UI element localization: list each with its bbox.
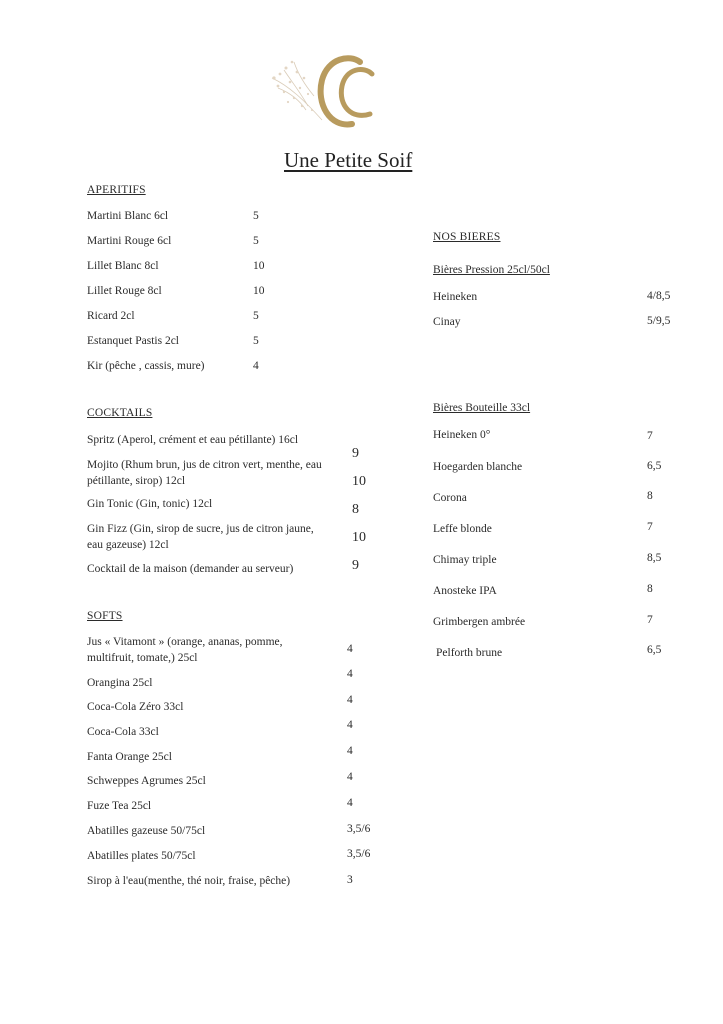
list-item: Sirop à l'eau(menthe, thé noir, fraise, pêche) [87,875,291,887]
item-price: 10 [253,260,265,272]
list-item: Martini Blanc 6cl [87,210,169,222]
item-price: 4 [347,643,353,655]
item-price: 9 [352,558,359,573]
list-item-line2: eau gazeuse) 12cl [87,539,169,551]
item-price: 4 [347,771,353,783]
list-item: Cocktail de la maison (demander au serveur) [87,563,294,575]
item-price: 5 [253,310,259,322]
list-item: Lillet Blanc 8cl [87,260,159,272]
cocktails-heading: COCKTAILS [87,407,153,419]
item-price: 4 [347,745,353,757]
item-price: 8,5 [647,552,662,564]
item-price: 7 [647,521,653,533]
list-item: Schweppes Agrumes 25cl [87,775,206,787]
item-price: 10 [352,474,366,489]
list-item: Fanta Orange 25cl [87,751,172,763]
list-item: Heineken 0° [433,429,491,441]
list-item: Mojito (Rhum brun, jus de citron vert, menthe, eau [87,459,322,471]
item-price: 8 [647,490,653,502]
item-price: 6,5 [647,644,662,656]
list-item: Lillet Rouge 8cl [87,285,162,297]
bieres-pression-heading: Bières Pression 25cl/50cl [433,264,550,276]
item-price: 4 [347,668,353,680]
item-price: 4 [347,719,353,731]
item-price: 9 [352,446,359,461]
softs-heading: SOFTS [87,610,123,622]
menu-title: Une Petite Soif [284,148,413,172]
list-item: Hoegarden blanche [433,461,523,473]
item-price: 4/8,5 [647,290,671,302]
list-item: Fuze Tea 25cl [87,800,152,812]
list-item: Grimbergen ambrée [433,616,526,628]
list-item: Heineken [433,291,478,303]
item-price: 3 [347,874,353,886]
list-item-line2: multifruit, tomate,) 25cl [87,652,198,664]
list-item: Orangina 25cl [87,677,153,689]
list-item-line2: pétillante, sirop) 12cl [87,475,186,487]
item-price: 8 [352,502,359,517]
list-item: Jus « Vitamont » (orange, ananas, pomme, [87,636,283,648]
list-item: Martini Rouge 6cl [87,235,172,247]
item-price: 7 [647,430,653,442]
list-item: Coca-Cola Zéro 33cl [87,701,184,713]
list-item: Kir (pêche , cassis, mure) [87,360,205,372]
list-item: Spritz (Aperol, crément et eau pétillante) 16cl [87,434,299,446]
list-item: Corona [433,492,467,504]
item-price: 5 [253,235,259,247]
item-price: 5 [253,335,259,347]
item-price: 5 [253,210,259,222]
list-item: Gin Tonic (Gin, tonic) 12cl [87,498,213,510]
list-item: Estanquet Pastis 2cl [87,335,179,347]
list-item: Chimay triple [433,554,497,566]
item-price: 10 [253,285,265,297]
list-item: Pelforth brune [436,647,503,659]
item-price: 3,5/6 [347,848,371,860]
list-item: Leffe blonde [433,523,492,535]
item-price: 5/9,5 [647,315,671,327]
item-price: 4 [253,360,259,372]
list-item: Gin Fizz (Gin, sirop de sucre, jus de citron jaune, [87,523,314,535]
bieres-heading: NOS BIERES [433,231,501,243]
aperitifs-heading: APERITIFS [87,184,146,196]
list-item: Ricard 2cl [87,310,135,322]
item-price: 7 [647,614,653,626]
item-price: 6,5 [647,460,662,472]
item-price: 8 [647,583,653,595]
item-price: 3,5/6 [347,823,371,835]
list-item: Cinay [433,316,461,328]
bieres-bouteille-heading: Bières Bouteille 33cl [433,402,531,414]
item-price: 4 [347,797,353,809]
list-item: Coca-Cola 33cl [87,726,159,738]
list-item: Abatilles gazeuse 50/75cl [87,825,206,837]
list-item: Abatilles plates 50/75cl [87,850,196,862]
item-price: 4 [347,694,353,706]
list-item: Anosteke IPA [433,585,497,597]
cc-monogram-logo [264,48,394,138]
item-price: 10 [352,530,366,545]
